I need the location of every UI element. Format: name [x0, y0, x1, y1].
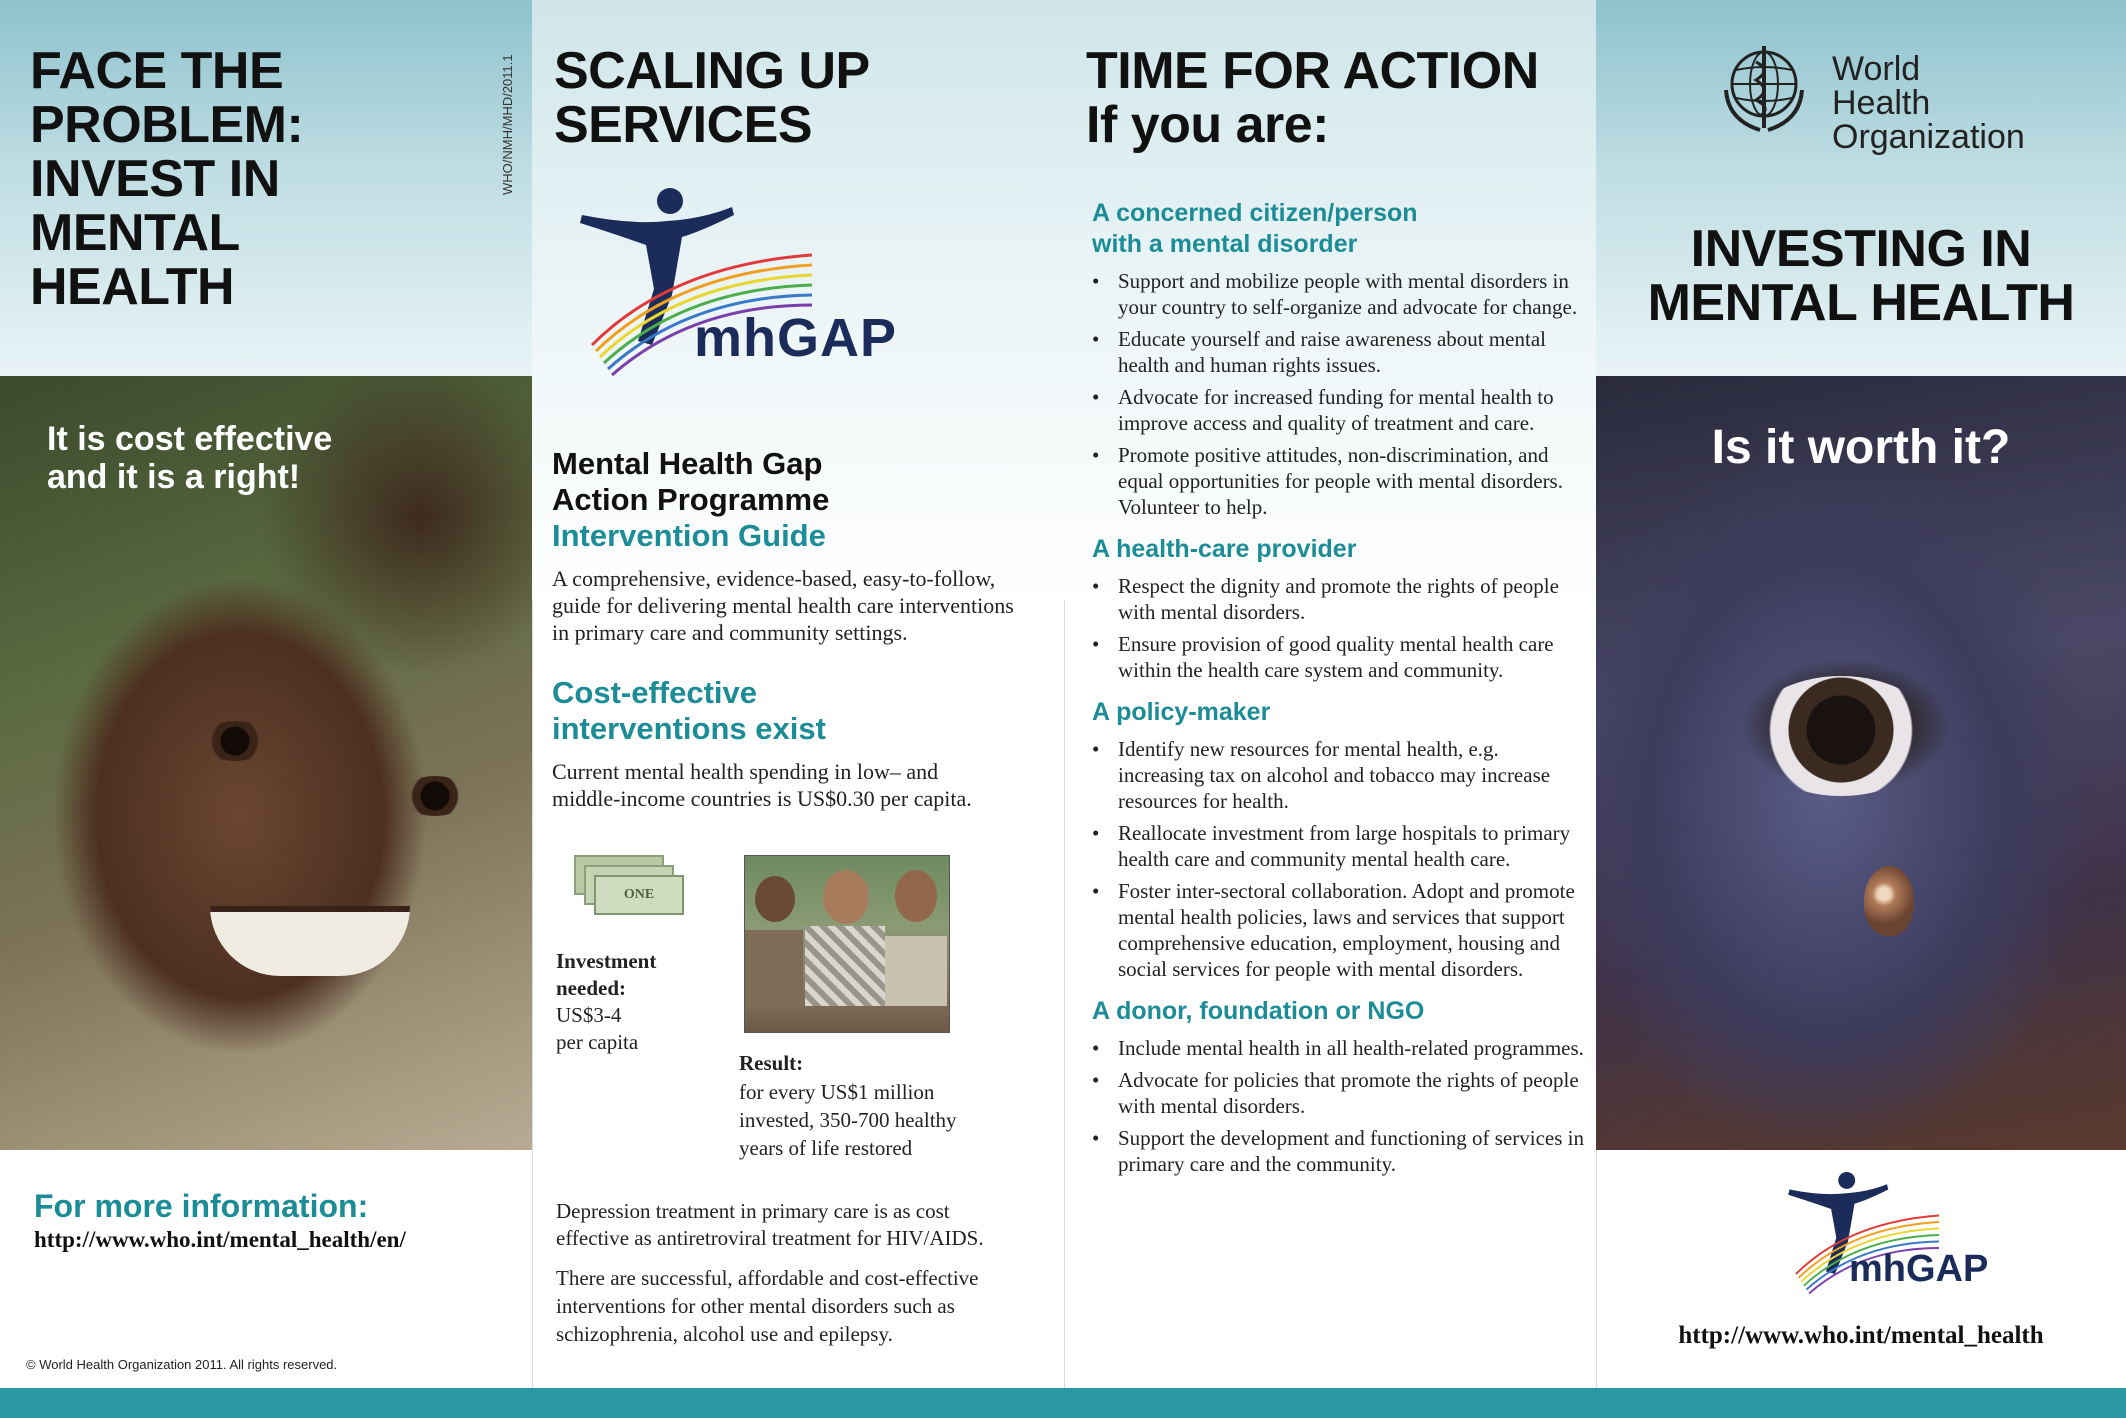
- list-item: • Identify new resources for mental health, e.g. increasing tax on alcohol and tobacco may increase resources for health.: [1092, 736, 1584, 814]
- panel1-title: FACE THE PROBLEM: INVEST IN MENTAL HEALTH: [30, 42, 304, 316]
- section-list-policy-maker: [1092, 736, 1584, 982]
- panel-investing-cover: [1596, 0, 2126, 1388]
- who-mental-health-link[interactable]: http://www.who.int/mental_health: [1678, 1322, 2044, 1349]
- banknote-label: ONE: [594, 875, 684, 915]
- photo-caption: It is cost effective and it is a right!: [47, 420, 333, 496]
- section-heading-donor: A donor, foundation or NGO: [1092, 997, 1425, 1025]
- programme-description: A comprehensive, evidence-based, easy-to-follow, guide for delivering mental health care interventions in primary care and community settings.: [552, 566, 1014, 645]
- cover-question: Is it worth it?: [1711, 421, 2011, 474]
- section-heading-policy-maker: A policy-maker: [1092, 698, 1271, 726]
- programme-line3: Intervention Guide: [552, 518, 826, 553]
- result-label: Result:: [739, 1051, 804, 1075]
- programme-title: [552, 446, 829, 554]
- list-item: • Ensure provision of good quality mental health care within the health care system and community.: [1092, 631, 1584, 683]
- section-heading-citizen: A concerned citizen/person with a mental disorder: [1092, 199, 1418, 258]
- list-item: • Foster inter-sectoral collaboration. Adopt and promote mental health policies, laws and services that support comprehensive education, employment, housing and social services for people with mental disorders.: [1092, 878, 1584, 982]
- section-list-citizen: [1092, 268, 1584, 520]
- cost-effective-heading: Cost-effective interventions exist: [552, 675, 826, 746]
- panel3-title: [1086, 44, 1539, 152]
- panel-scaling-up-services: [532, 0, 1064, 1388]
- spending-text: Current mental health spending in low– and middle-income countries is US$0.30 per capita.: [552, 759, 972, 811]
- panel-time-for-action: [1064, 0, 1596, 1388]
- panel3-title-line1: TIME FOR ACTION: [1086, 42, 1539, 100]
- investment-label: Investment needed:: [556, 949, 657, 1000]
- mhgap-logo-text: mhGAP: [1849, 1248, 1989, 1290]
- panel3-title-line2: If you are:: [1086, 96, 1329, 154]
- list-item: • Educate yourself and raise awareness about mental health and human rights issues.: [1092, 326, 1584, 378]
- panel-face-the-problem: [0, 0, 532, 1388]
- document-code: WHO/NMH/MHD/2011.1: [500, 54, 515, 195]
- depression-text: Depression treatment in primary care is as cost effective as antiretroviral treatment for HIV/AIDS.: [556, 1199, 984, 1250]
- list-item: • Advocate for increased funding for mental health to improve access and quality of treatment and care.: [1092, 384, 1584, 436]
- list-item: • Respect the dignity and promote the rights of people with mental disorders.: [1092, 573, 1584, 625]
- who-logo: [1716, 40, 2025, 156]
- programme-line2: Action Programme: [552, 482, 830, 517]
- who-name-line2: Organization: [1832, 118, 2025, 156]
- list-item: • Reallocate investment from large hospitals to primary health care and community mental health care.: [1092, 820, 1584, 872]
- section-heading-provider: A health-care provider: [1092, 535, 1357, 563]
- who-name: [1832, 52, 2025, 154]
- list-item: • Advocate for policies that promote the rights of people with mental disorders.: [1092, 1067, 1584, 1119]
- result-value: for every US$1 million invested, 350-700 healthy years of life restored: [739, 1080, 957, 1160]
- mhgap-logo-text: mhGAP: [694, 308, 898, 368]
- more-info-label: For more information:: [34, 1188, 369, 1224]
- investment-value: US$3-4 per capita: [556, 1003, 639, 1054]
- who-name-line1: World Health: [1832, 50, 1931, 122]
- more-info-link[interactable]: http://www.who.int/mental_health/en/: [34, 1227, 406, 1252]
- smiling-child-photo: [0, 376, 532, 1150]
- list-item: • Include mental health in all health-related programmes.: [1092, 1035, 1584, 1061]
- programme-line1: Mental Health Gap: [552, 446, 823, 481]
- section-list-provider: [1092, 573, 1584, 683]
- bottom-color-band: [0, 1388, 2126, 1418]
- mhgap-logo-small: [1761, 1170, 1989, 1300]
- list-item: • Promote positive attitudes, non-discrimination, and equal opportunities for people with mental disorders. Volunteer to help.: [1092, 442, 1584, 520]
- interventions-text: There are successful, affordable and cost-effective interventions for other mental disorders such as schizophrenia, alcohol use and epilepsy.: [556, 1266, 979, 1346]
- mhgap-logo: [572, 185, 898, 385]
- list-item: • Support and mobilize people with mental disorders in your country to self-organize and advocate for change.: [1092, 268, 1584, 320]
- eye-closeup: [1746, 676, 1936, 796]
- who-emblem-icon: [1716, 40, 1812, 136]
- action-sections: [1092, 198, 1584, 1183]
- tear-drop: [1864, 866, 1914, 936]
- child-smile: [210, 906, 410, 976]
- child-eye-right: [400, 776, 470, 816]
- panel4-title: INVESTING IN MENTAL HEALTH: [1647, 220, 2075, 332]
- banknotes-icon: [574, 855, 684, 915]
- elderly-men-photo: [744, 855, 950, 1033]
- panel2-title: SCALING UP SERVICES: [554, 42, 870, 154]
- list-item: • Support the development and functioning of services in primary care and the community.: [1092, 1125, 1584, 1177]
- copyright-notice: © World Health Organization 2011. All rights reserved.: [26, 1357, 338, 1372]
- child-eye-left: [200, 721, 270, 761]
- crying-face-photo: [1596, 376, 2126, 1150]
- section-list-donor: [1092, 1035, 1584, 1177]
